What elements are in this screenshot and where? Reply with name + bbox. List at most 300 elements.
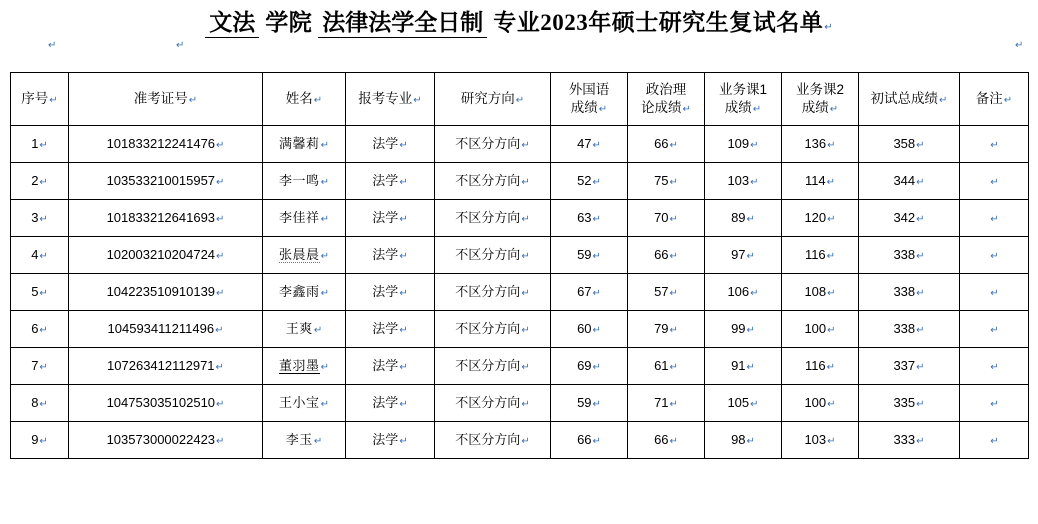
cell-course2 [782, 422, 859, 459]
cell-direction [435, 385, 551, 422]
cell-remark [960, 126, 1029, 163]
paragraph-mark-icon: ↵ [320, 250, 329, 262]
cell-no [11, 422, 69, 459]
cell-text: 66 [654, 135, 669, 151]
paragraph-mark-icon: ↵ [521, 324, 530, 336]
paragraph-mark-icon: ↵ [746, 213, 755, 225]
cell-no [11, 237, 69, 274]
cell-text: 董羽墨 [279, 357, 320, 373]
column-header-course1 [705, 73, 782, 126]
cell-text: 98 [731, 431, 746, 447]
paragraph-mark-icon: ↵ [521, 250, 530, 262]
paragraph-mark-icon: ↵ [399, 287, 408, 299]
cell-total [859, 200, 960, 237]
table-row [11, 385, 1029, 422]
cell-text: 李玉 [285, 431, 313, 447]
paragraph-mark-icon: ↵ [916, 213, 925, 225]
paragraph-mark-icon: ↵ [990, 139, 999, 151]
paragraph-mark-icon: ↵ [521, 435, 530, 447]
cell-foreign-language [551, 422, 628, 459]
paragraph-mark-icon: ↵ [592, 324, 601, 336]
header-text-line2-wrap [628, 99, 704, 117]
cell-remark [960, 385, 1029, 422]
paragraph-mark-icon: ↵ [669, 139, 678, 151]
paragraph-mark-icon: ↵ [521, 176, 530, 188]
paragraph-mark-icon: ↵ [313, 435, 323, 447]
table-row [11, 422, 1029, 459]
cell-politics [628, 200, 705, 237]
header-text-line2: 论成绩 [641, 100, 682, 115]
title-major-blank: 法律法学全日制 [318, 4, 487, 38]
cell-text: 116 [804, 246, 826, 262]
cell-course2 [782, 200, 859, 237]
paragraph-mark-icon: ↵ [990, 435, 999, 447]
paragraph-mark-icon: ↵ [39, 361, 48, 373]
cell-major [346, 348, 435, 385]
paragraph-mark-icon: ↵ [320, 398, 329, 410]
paragraph-mark-icon: ↵ [827, 324, 836, 336]
paragraph-mark-icon: ↵ [750, 139, 759, 151]
paragraph-mark-icon: ↵ [320, 139, 329, 151]
header-text: 报考专业 [358, 90, 413, 106]
cell-text: 100 [804, 394, 827, 410]
header-text-line2-wrap [782, 99, 858, 117]
cell-text: 103533210015957 [106, 172, 216, 188]
cell-total [859, 422, 960, 459]
cell-text: 100 [804, 320, 827, 336]
cell-name [263, 385, 346, 422]
cell-course2 [782, 237, 859, 274]
cell-text: 李佳祥 [279, 209, 320, 225]
paragraph-mark-icon: ↵ [216, 213, 225, 225]
column-header-total [859, 73, 960, 126]
cell-text: 52 [577, 172, 592, 188]
paragraph-mark-icon: ↵ [916, 435, 925, 447]
cell-major [346, 274, 435, 311]
cell-total [859, 348, 960, 385]
cell-direction [435, 237, 551, 274]
cell-foreign-language [551, 200, 628, 237]
paragraph-mark-icon: ↵ [592, 213, 601, 225]
spacer-row [10, 36, 1030, 66]
cell-text: 张晨晨 [279, 246, 320, 262]
cell-text: 106 [727, 283, 750, 299]
cell-direction [435, 126, 551, 163]
cell-text: 70 [654, 209, 669, 225]
column-header-major [346, 73, 435, 126]
cell-direction [435, 163, 551, 200]
paragraph-mark-icon: ↵ [916, 361, 925, 373]
title-tail: 专业2023年硕士研究生复试名单 [493, 10, 824, 35]
paragraph-mark-icon: ↵ [216, 435, 225, 447]
paragraph-mark-icon: ↵ [399, 398, 408, 410]
paragraph-mark-icon: ↵ [39, 324, 48, 336]
cell-text: 335 [893, 394, 916, 410]
cell-text: 6 [31, 320, 39, 336]
paragraph-mark-icon: ↵ [188, 94, 198, 106]
cell-text: 104223510910139 [106, 283, 216, 299]
cell-direction [435, 311, 551, 348]
paragraph-mark-icon: ↵ [916, 398, 925, 410]
column-header-course2 [782, 73, 859, 126]
cell-remark [960, 348, 1029, 385]
paragraph-mark-icon: ↵ [746, 250, 755, 262]
cell-politics [628, 348, 705, 385]
cell-total [859, 237, 960, 274]
paragraph-mark-icon: ↵ [750, 287, 759, 299]
cell-text: 136 [804, 135, 827, 151]
header-text-line1: 业务课2 [795, 81, 844, 97]
cell-exam-id [69, 385, 263, 422]
cell-text: 63 [577, 209, 592, 225]
paragraph-mark-icon: ↵ [682, 104, 691, 115]
cell-text: 法学 [372, 320, 399, 336]
paragraph-mark-icon: ↵ [39, 435, 48, 447]
paragraph-mark-icon: ↵ [521, 139, 530, 151]
paragraph-mark-icon: ↵ [669, 213, 678, 225]
table-header-row [11, 73, 1029, 126]
cell-course2 [782, 311, 859, 348]
paragraph-mark-icon: ↵ [521, 361, 530, 373]
cell-foreign-language [551, 385, 628, 422]
paragraph-mark-icon: ↵ [990, 250, 999, 262]
cell-text: 8 [31, 394, 39, 410]
cell-remark [960, 422, 1029, 459]
cell-name [263, 237, 346, 274]
cell-text: 338 [893, 320, 916, 336]
cell-text: 7 [31, 357, 39, 373]
cell-course1 [705, 422, 782, 459]
cell-foreign-language [551, 126, 628, 163]
cell-total [859, 163, 960, 200]
cell-exam-id [69, 311, 263, 348]
paragraph-mark-icon: ↵ [746, 361, 755, 373]
cell-foreign-language [551, 348, 628, 385]
header-text: 准考证号 [133, 90, 188, 106]
paragraph-mark-icon: ↵ [990, 324, 999, 336]
cell-course1 [705, 311, 782, 348]
cell-direction [435, 422, 551, 459]
paragraph-mark-icon: ↵ [320, 213, 329, 225]
cell-course2 [782, 274, 859, 311]
cell-remark [960, 311, 1029, 348]
cell-text: 103 [804, 431, 827, 447]
header-text-line2: 成绩 [570, 100, 598, 115]
cell-text: 法学 [372, 209, 399, 225]
cell-text: 75 [654, 172, 669, 188]
paragraph-mark-icon: ↵ [39, 250, 48, 262]
cell-text: 337 [893, 357, 916, 373]
paragraph-mark-icon: ↵ [515, 94, 525, 106]
paragraph-mark-icon: ↵ [215, 324, 224, 336]
cell-text: 109 [727, 135, 750, 151]
paragraph-mark-icon: ↵ [215, 361, 224, 373]
header-text-line2-wrap [705, 99, 781, 117]
paragraph-mark-icon: ↵ [990, 213, 999, 225]
cell-text: 4 [31, 246, 39, 262]
cell-text: 不区分方向 [455, 246, 521, 262]
cell-text: 5 [31, 283, 39, 299]
paragraph-mark-icon: ↵ [313, 94, 323, 106]
cell-text: 法学 [372, 283, 399, 299]
cell-text: 王小宝 [279, 394, 320, 410]
cell-text: 9 [31, 431, 39, 447]
paragraph-mark-icon: ↵ [399, 435, 408, 447]
table-row [11, 311, 1029, 348]
cell-text: 王爽 [285, 320, 313, 336]
cell-text: 61 [654, 357, 669, 373]
paragraph-mark-icon: ↵ [746, 435, 755, 447]
cell-text: 3 [31, 209, 39, 225]
cell-text: 不区分方向 [455, 320, 521, 336]
paragraph-mark-icon: ↵ [669, 250, 678, 262]
cell-text: 67 [577, 283, 592, 299]
column-header-no [11, 73, 69, 126]
paragraph-mark-icon: ↵ [669, 435, 678, 447]
cell-course2 [782, 385, 859, 422]
paragraph-mark-icon: ↵ [916, 176, 925, 188]
paragraph-mark-icon: ↵ [413, 94, 422, 106]
title-college-blank: 文法 [205, 4, 259, 38]
paragraph-mark-icon: ↵ [48, 40, 57, 51]
cell-major [346, 422, 435, 459]
cell-major [346, 385, 435, 422]
cell-text: 不区分方向 [455, 431, 521, 447]
cell-major [346, 311, 435, 348]
cell-text: 97 [731, 246, 746, 262]
paragraph-mark-icon: ↵ [916, 287, 925, 299]
paragraph-mark-icon: ↵ [750, 398, 759, 410]
paragraph-mark-icon: ↵ [592, 250, 601, 262]
header-text: 研究方向 [460, 90, 515, 106]
cell-major [346, 200, 435, 237]
column-header-direction [435, 73, 551, 126]
cell-text: 338 [893, 246, 916, 262]
header-text-line1: 业务课1 [718, 81, 767, 97]
paragraph-mark-icon: ↵ [399, 139, 408, 151]
table-row [11, 348, 1029, 385]
cell-text: 108 [804, 283, 827, 299]
cell-text: 不区分方向 [455, 135, 521, 151]
cell-foreign-language [551, 163, 628, 200]
paragraph-mark-icon: ↵ [1003, 94, 1013, 106]
paragraph-mark-icon: ↵ [216, 398, 225, 410]
cell-no [11, 311, 69, 348]
paragraph-mark-icon: ↵ [669, 287, 678, 299]
paragraph-mark-icon: ↵ [216, 176, 225, 188]
cell-name [263, 163, 346, 200]
cell-text: 不区分方向 [455, 283, 521, 299]
paragraph-mark-icon: ↵ [746, 324, 755, 336]
cell-politics [628, 163, 705, 200]
cell-text: 102003210204724 [106, 246, 216, 262]
cell-foreign-language [551, 274, 628, 311]
paragraph-mark-icon: ↵ [49, 94, 58, 106]
cell-text: 103 [727, 172, 750, 188]
paragraph-mark-icon: ↵ [990, 287, 999, 299]
cell-total [859, 274, 960, 311]
cell-text: 66 [577, 431, 592, 447]
paragraph-mark-icon: ↵ [669, 398, 678, 410]
cell-text: 91 [731, 357, 746, 373]
table-body [11, 126, 1029, 459]
paragraph-mark-icon: ↵ [990, 361, 999, 373]
cell-text: 99 [731, 320, 746, 336]
paragraph-mark-icon: ↵ [521, 287, 530, 299]
paragraph-mark-icon: ↵ [826, 250, 836, 262]
cell-course1 [705, 274, 782, 311]
cell-exam-id [69, 422, 263, 459]
cell-politics [628, 126, 705, 163]
paragraph-mark-icon: ↵ [916, 250, 925, 262]
paragraph-mark-icon: ↵ [399, 213, 408, 225]
cell-text: 107263412112971 [107, 357, 215, 373]
paragraph-mark-icon: ↵ [399, 324, 408, 336]
paragraph-mark-icon: ↵ [592, 361, 601, 373]
header-text: 初试总成绩 [870, 90, 939, 106]
cell-course2 [782, 126, 859, 163]
cell-total [859, 311, 960, 348]
paragraph-mark-icon: ↵ [827, 213, 836, 225]
paragraph-mark-icon: ↵ [826, 176, 836, 188]
cell-exam-id [69, 200, 263, 237]
cell-name [263, 274, 346, 311]
paragraph-mark-icon: ↵ [824, 22, 833, 33]
cell-text: 57 [654, 283, 669, 299]
cell-text: 66 [654, 431, 669, 447]
paragraph-mark-icon: ↵ [320, 287, 329, 299]
cell-text: 114 [804, 172, 826, 188]
cell-text: 法学 [372, 135, 399, 151]
paragraph-mark-icon: ↵ [750, 176, 759, 188]
cell-name [263, 200, 346, 237]
cell-course2 [782, 163, 859, 200]
cell-remark [960, 200, 1029, 237]
paragraph-mark-icon: ↵ [39, 176, 48, 188]
cell-total [859, 126, 960, 163]
paragraph-mark-icon: ↵ [752, 104, 762, 115]
paragraph-mark-icon: ↵ [592, 139, 601, 151]
cell-course1 [705, 348, 782, 385]
paragraph-mark-icon: ↵ [176, 40, 185, 51]
header-text: 姓名 [285, 90, 313, 106]
cell-no [11, 200, 69, 237]
column-header-remark [960, 73, 1029, 126]
column-header-exam-id [69, 73, 263, 126]
cell-text: 101833212241476 [106, 135, 216, 151]
cell-name [263, 311, 346, 348]
cell-total [859, 385, 960, 422]
paragraph-mark-icon: ↵ [216, 287, 225, 299]
document-title [0, 4, 1038, 38]
cell-text: 60 [577, 320, 592, 336]
cell-exam-id [69, 348, 263, 385]
cell-direction [435, 274, 551, 311]
paragraph-mark-icon: ↵ [916, 139, 925, 151]
paragraph-mark-icon: ↵ [669, 324, 678, 336]
cell-politics [628, 422, 705, 459]
cell-course1 [705, 200, 782, 237]
cell-politics [628, 274, 705, 311]
header-text-line2: 成绩 [724, 100, 752, 115]
paragraph-mark-icon: ↵ [669, 176, 678, 188]
cell-exam-id [69, 126, 263, 163]
cell-text: 101833212641693 [106, 209, 216, 225]
paragraph-mark-icon: ↵ [827, 398, 836, 410]
cell-text: 李一鸣 [279, 172, 320, 188]
column-header-foreign-language [551, 73, 628, 126]
cell-text: 法学 [372, 394, 399, 410]
paragraph-mark-icon: ↵ [592, 287, 601, 299]
paragraph-mark-icon: ↵ [829, 104, 839, 115]
cell-name [263, 348, 346, 385]
cell-text: 66 [654, 246, 669, 262]
cell-course1 [705, 385, 782, 422]
paragraph-mark-icon: ↵ [827, 287, 836, 299]
cell-text: 71 [654, 394, 669, 410]
paragraph-mark-icon: ↵ [669, 361, 678, 373]
cell-text: 法学 [372, 246, 399, 262]
title-college-label: 学院 [265, 10, 313, 35]
paragraph-mark-icon: ↵ [939, 94, 948, 106]
cell-remark [960, 274, 1029, 311]
paragraph-mark-icon: ↵ [598, 104, 608, 115]
paragraph-mark-icon: ↵ [1015, 40, 1024, 51]
paragraph-mark-icon: ↵ [320, 361, 329, 373]
cell-name [263, 126, 346, 163]
paragraph-mark-icon: ↵ [313, 324, 323, 336]
cell-name [263, 422, 346, 459]
cell-no [11, 385, 69, 422]
paragraph-mark-icon: ↵ [990, 398, 999, 410]
header-text-line2-wrap [551, 99, 627, 117]
cell-text: 法学 [372, 431, 399, 447]
cell-remark [960, 163, 1029, 200]
cell-foreign-language [551, 311, 628, 348]
cell-text: 满馨莉 [279, 135, 320, 151]
table-row [11, 274, 1029, 311]
cell-no [11, 274, 69, 311]
paragraph-mark-icon: ↵ [216, 250, 225, 262]
cell-text: 120 [804, 209, 827, 225]
cell-text: 89 [731, 209, 746, 225]
paragraph-mark-icon: ↵ [399, 250, 408, 262]
paragraph-mark-icon: ↵ [990, 176, 999, 188]
paragraph-mark-icon: ↵ [39, 398, 48, 410]
cell-exam-id [69, 163, 263, 200]
paragraph-mark-icon: ↵ [39, 287, 48, 299]
cell-politics [628, 311, 705, 348]
table-row [11, 163, 1029, 200]
cell-text: 69 [577, 357, 592, 373]
cell-text: 不区分方向 [455, 172, 521, 188]
cell-text: 59 [577, 246, 592, 262]
paragraph-mark-icon: ↵ [399, 361, 408, 373]
cell-text: 358 [893, 135, 916, 151]
cell-no [11, 348, 69, 385]
cell-text: 338 [893, 283, 916, 299]
header-text: 序号 [21, 90, 49, 106]
cell-text: 法学 [372, 172, 399, 188]
cell-course1 [705, 163, 782, 200]
cell-exam-id [69, 274, 263, 311]
cell-major [346, 237, 435, 274]
cell-text: 103573000022423 [106, 431, 216, 447]
header-text-line2: 成绩 [801, 100, 829, 115]
column-header-politics [628, 73, 705, 126]
table-row [11, 200, 1029, 237]
paragraph-mark-icon: ↵ [827, 139, 836, 151]
